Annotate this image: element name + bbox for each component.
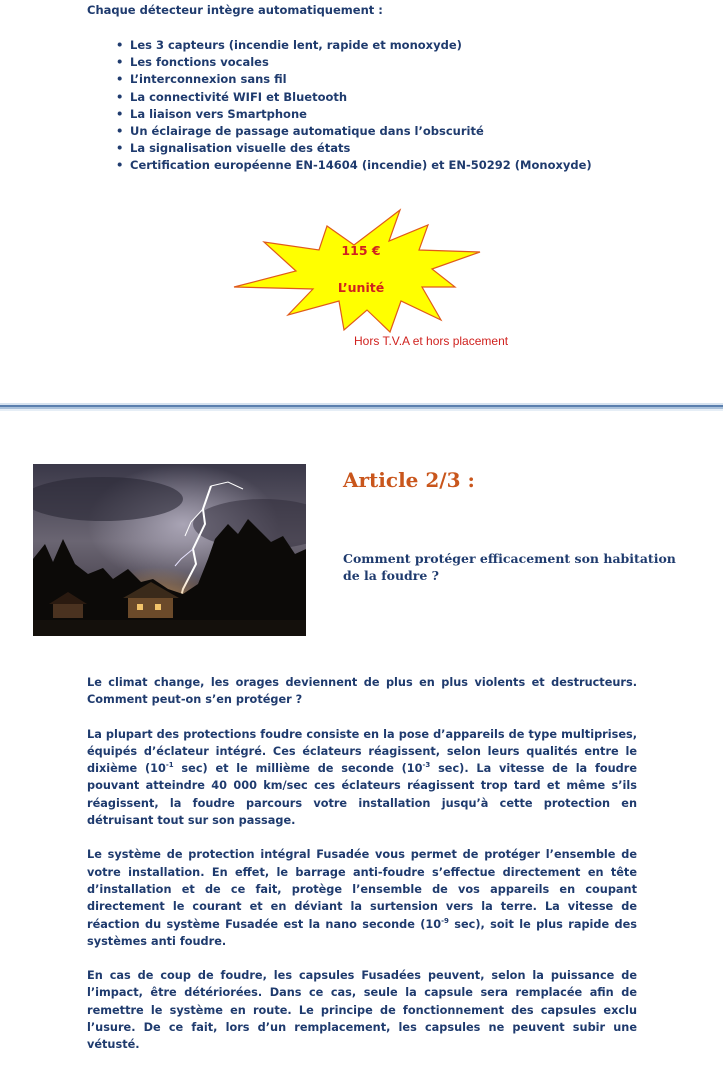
- paragraph-2-text: sec). La vitesse de la foudre pouvant atteindre 40 000 km/sec ces éclateurs réagissent trop tard et même s’ils réagissent, la foudre parcours votre installation jusqu’à cette protection en détruisant tout sur son passage.: [87, 762, 637, 828]
- exponent: -1: [165, 761, 174, 770]
- price-note: Hors T.V.A et hors placement: [354, 334, 509, 348]
- exponent: -3: [422, 761, 431, 770]
- feature-item: • Les fonctions vocales: [116, 54, 592, 71]
- paragraph-3: [87, 846, 637, 950]
- price-starburst-icon: [226, 205, 492, 335]
- article-subtitle: Comment protéger efficacement son habitation de la foudre ?: [343, 551, 676, 583]
- article-title: Article 2/3 :: [343, 468, 475, 492]
- paragraph-4: En cas de coup de foudre, les capsules Fusadées peuvent, selon la puissance de l’impact, être détériorées. Dans ce cas, seule la capsule sera remplacée afin de remettre le système en route. Le principe de fonctionnement des capsules exclu l’usure. De ce fait, lors d’un remplacement, les capsules ne peuvent subir une vétusté.: [87, 969, 637, 1052]
- paragraph-3-text: sec), soit le plus rapide des systèmes anti foudre.: [87, 917, 637, 948]
- feature-list: [116, 37, 592, 175]
- price-amount: 115 €: [341, 243, 381, 258]
- paragraph-3-text: Le système de protection intégral Fusadée vous permet de protéger l’ensemble de votre installation. En effet, le barrage anti-foudre s’effectue directement en tête d’installation et de ce fait, protège l’ensemble de vos appareils en coupant directement le courant et en déviant la surtension vers la terre. La vitesse de réaction du système Fusadée est la nano seconde (10: [87, 848, 637, 931]
- article-body: [87, 674, 637, 1071]
- paragraph-2: [87, 726, 637, 830]
- feature-item: • Les 3 capteurs (incendie lent, rapide et monoxyde): [116, 37, 592, 54]
- feature-item: • L’interconnexion sans fil: [116, 71, 592, 88]
- feature-item: • La liaison vers Smartphone: [116, 106, 592, 123]
- exponent: -9: [441, 916, 449, 925]
- intro-text: Chaque détecteur intègre automatiquement :: [87, 3, 383, 17]
- feature-item: • La connectivité WIFI et Bluetooth: [116, 89, 592, 106]
- paragraph-2-text: sec) et le millième de seconde (10: [173, 762, 423, 776]
- paragraph-2-text: La plupart des protections foudre consiste en la pose d’appareils de type multiprises, équipés d’éclateur intégré. Ces éclateurs réagissent, selon leurs qualités entre le dixième (10: [87, 727, 637, 776]
- price-unit: L’unité: [337, 280, 385, 295]
- section-divider: [0, 403, 723, 411]
- feature-item: • La signalisation visuelle des états: [116, 140, 592, 157]
- paragraph-1: Le climat change, les orages deviennent de plus en plus violents et destructeurs. Comment peut-on s’en protéger ?: [87, 676, 637, 707]
- feature-item: • Un éclairage de passage automatique dans l’obscurité: [116, 123, 592, 140]
- feature-item: • Certification européenne EN-14604 (incendie) et EN-50292 (Monoxyde): [116, 157, 592, 174]
- lightning-photo: [33, 464, 306, 636]
